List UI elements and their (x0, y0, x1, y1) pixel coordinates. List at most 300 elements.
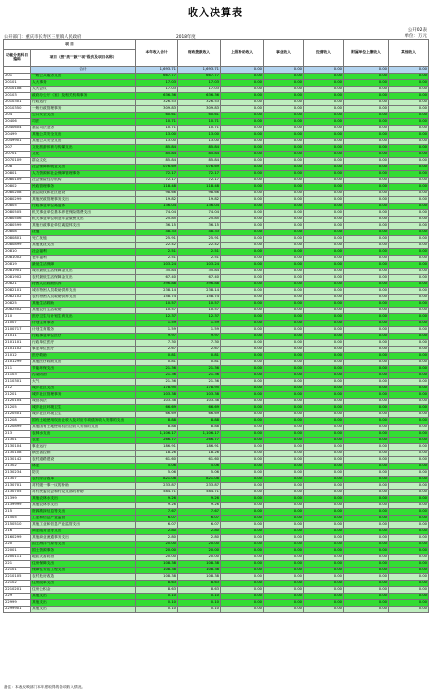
row-value: 2.80 (178, 528, 221, 535)
row-value: 158.74 (136, 294, 178, 301)
row-value: 0.00 (344, 431, 389, 438)
row-value: 0.00 (304, 93, 344, 100)
row-value: 0.00 (344, 112, 389, 119)
row-value: 0.00 (344, 353, 389, 360)
row-code: 20805 (4, 203, 31, 210)
row-name: 其他医疗救助支出 (31, 359, 136, 366)
row-value: 0.00 (264, 398, 304, 405)
col-header-operating: 经营收入 (304, 40, 344, 67)
row-value: 0.00 (344, 457, 389, 464)
row-value: 0.00 (304, 249, 344, 256)
row-value: 0.00 (221, 476, 264, 483)
row-value: 0.00 (264, 483, 304, 490)
row-name: 一般行政管理事务 (31, 106, 136, 113)
row-value: 0.00 (344, 86, 389, 93)
row-value: 60.61 (178, 112, 221, 119)
row-name: 基层政权和社区建设 (31, 190, 136, 197)
row-value: 7.30 (178, 340, 221, 347)
row-value: 0.00 (304, 509, 344, 516)
row-name: 大气 (31, 379, 136, 386)
row-value: 0.00 (264, 281, 304, 288)
row-value: 0.00 (221, 288, 264, 295)
row-value: 0.00 (344, 268, 389, 275)
row-value: 0.00 (304, 151, 344, 158)
row-value: 0.00 (389, 145, 429, 152)
row-value: 0.00 (389, 580, 429, 587)
row-value: 0.00 (221, 340, 264, 347)
row-value: 0.00 (304, 255, 344, 262)
row-value: 25.85 (136, 216, 178, 223)
row-value: 0.00 (389, 93, 429, 100)
row-value: 0.00 (389, 190, 429, 197)
row-value: 13.00 (178, 132, 221, 139)
row-name: 节能环保支出 (31, 366, 136, 373)
row-value: 0.00 (264, 216, 304, 223)
row-value: 0.00 (221, 67, 264, 74)
row-value: 1.59 (178, 320, 221, 327)
row-value: 0.00 (304, 554, 344, 561)
row-value: 108.38 (178, 567, 221, 574)
row-value: 0.00 (304, 119, 344, 126)
row-value: 0.00 (221, 106, 264, 113)
row-value: 0.00 (344, 327, 389, 334)
row-value: 0.00 (389, 151, 429, 158)
row-name: 其他商业流通事务支出 (31, 535, 136, 542)
row-name: 文化 (31, 151, 136, 158)
row-value: 1,693.71 (178, 67, 221, 74)
row-value: 0.00 (389, 236, 429, 243)
row-value: 0.00 (221, 535, 264, 542)
row-value: 103.38 (178, 392, 221, 399)
row-value: 0.00 (344, 158, 389, 165)
row-name: 农村综合改革 (31, 476, 136, 483)
row-value: 0.00 (389, 457, 429, 464)
row-value: 0.00 (304, 288, 344, 295)
row-code: 20802 (4, 184, 31, 191)
row-value: 0.00 (221, 112, 264, 119)
row-value: 0.00 (389, 483, 429, 490)
row-name: 群众文化 (31, 158, 136, 165)
row-code: 2049901 (4, 138, 31, 145)
row-value: 0.00 (389, 353, 429, 360)
row-value: 0.00 (389, 411, 429, 418)
row-value: 0.00 (221, 314, 264, 321)
row-value: 0.00 (344, 67, 389, 74)
row-value: 0.00 (221, 593, 264, 600)
row-value: 0.00 (344, 418, 389, 425)
row-value: 0.00 (304, 346, 344, 353)
col-header-subsidiary: 附属单位上缴收入 (344, 40, 389, 67)
row-name: 农村危房改造 (31, 574, 136, 581)
row-value: 158.74 (178, 294, 221, 301)
row-code: 2082502 (4, 307, 31, 314)
row-name: 其他生活救助 (31, 301, 136, 308)
row-value: 0.00 (304, 392, 344, 399)
row-value: 0.00 (264, 346, 304, 353)
row-value: 0.00 (389, 392, 429, 399)
row-value: 0.00 (344, 346, 389, 353)
row-value: 0.00 (221, 197, 264, 204)
row-value: 0.00 (389, 515, 429, 522)
row-value: 72.17 (178, 171, 221, 178)
row-code: 20821 (4, 281, 31, 288)
row-value: 0.00 (344, 606, 389, 613)
row-code: 201 (4, 73, 31, 80)
row-value: 0.00 (264, 151, 304, 158)
row-value: 0.00 (264, 223, 304, 230)
col-header-total: 本年收入合计 (136, 40, 178, 67)
row-value: 0.00 (389, 294, 429, 301)
row-value: 136.04 (136, 203, 178, 210)
row-name: 基层司法业务 (31, 125, 136, 132)
row-value: 0.00 (304, 359, 344, 366)
col-header-superior: 上级补助收入 (221, 40, 264, 67)
row-value: 0.00 (221, 138, 264, 145)
row-name: 城乡社区支出 (31, 385, 136, 392)
row-value: 0.00 (304, 502, 344, 509)
row-value: 0.00 (264, 125, 304, 132)
row-value: 0.00 (304, 80, 344, 87)
row-value: 0.00 (389, 177, 429, 184)
row-value: 0.00 (344, 385, 389, 392)
row-value: 0.00 (264, 379, 304, 386)
row-name: 事业运行 (31, 444, 136, 451)
row-value: 0.00 (344, 184, 389, 191)
row-value: 0.00 (304, 515, 344, 522)
row-value: 72.17 (136, 171, 178, 178)
row-value: 0.00 (389, 470, 429, 477)
row-value: 0.00 (264, 476, 304, 483)
row-value: 0.00 (389, 346, 429, 353)
code-col-header: 功能分类科目编码 (4, 50, 31, 67)
row-value: 18.26 (136, 450, 178, 457)
row-code: 20406 (4, 119, 31, 126)
row-value: 98.66 (136, 190, 178, 197)
row-value: 22.42 (136, 242, 178, 249)
row-value: 108.38 (136, 574, 178, 581)
row-code: 2101102 (4, 346, 31, 353)
row-value: 0.00 (221, 223, 264, 230)
row-value: 0.00 (304, 327, 344, 334)
row-value: 0.00 (304, 216, 344, 223)
row-value: 0.00 (264, 574, 304, 581)
row-value: 0.00 (344, 574, 389, 581)
row-value: 0.00 (221, 164, 264, 171)
row-value: 0.00 (221, 203, 264, 210)
row-value: 0.00 (344, 405, 389, 412)
row-value: 0.00 (264, 535, 304, 542)
row-value: 0.00 (264, 210, 304, 217)
row-value: 13.00 (136, 132, 178, 139)
row-value: 0.00 (344, 463, 389, 470)
row-value: 396.88 (178, 281, 221, 288)
row-value: 0.00 (344, 275, 389, 282)
row-code: 2210105 (4, 574, 31, 581)
row-value: 0.00 (264, 385, 304, 392)
row-value: 0.00 (389, 379, 429, 386)
row-value: 0.00 (264, 450, 304, 457)
row-name: 其他国有土地使用权出让收入安排的支出 (31, 424, 136, 431)
row-value: 0.00 (389, 320, 429, 327)
row-value: 0.00 (264, 411, 304, 418)
row-value: 0.00 (304, 164, 344, 171)
row-value: 0.00 (389, 216, 429, 223)
org-name: 公开部门：重庆市长寿区三里镇人民政府 (4, 35, 82, 40)
row-value: 326.53 (178, 99, 221, 106)
row-value: 0.00 (264, 242, 304, 249)
row-value: 0.00 (389, 437, 429, 444)
row-code: 22999 (4, 600, 31, 607)
row-value: 0.00 (221, 444, 264, 451)
row-value: 0.00 (344, 93, 389, 100)
row-value: 0.00 (304, 372, 344, 379)
row-value: 0.00 (389, 164, 429, 171)
row-value: 66.69 (136, 411, 178, 418)
row-name: 死亡抚恤 (31, 236, 136, 243)
row-name: 行政事业单位离退休 (31, 203, 136, 210)
row-value: 0.00 (304, 593, 344, 600)
row-code: 211 (4, 366, 31, 373)
row-value: 0.00 (344, 106, 389, 113)
row-value: 0.00 (264, 372, 304, 379)
row-value: 0.00 (389, 275, 429, 282)
row-value: 326.53 (136, 99, 178, 106)
row-value: 0.00 (389, 184, 429, 191)
row-value: 0.10 (178, 600, 221, 607)
row-value: 0.00 (221, 275, 264, 282)
col-header-business: 事业收入 (264, 40, 304, 67)
row-value: 0.00 (304, 301, 344, 308)
row-code: 215 (4, 509, 31, 516)
row-value: 0.10 (178, 593, 221, 600)
row-value: 10.57 (178, 301, 221, 308)
row-value: 0.00 (389, 431, 429, 438)
row-value: 10.71 (136, 125, 178, 132)
row-value: 20.00 (136, 548, 178, 555)
row-value: 309.83 (136, 106, 178, 113)
row-value: 0.00 (304, 145, 344, 152)
row-value: 1.59 (136, 320, 178, 327)
row-value: 1,106.17 (178, 431, 221, 438)
row-value: 0.00 (389, 424, 429, 431)
row-value: 178.95 (178, 385, 221, 392)
row-value: 0.00 (389, 600, 429, 607)
row-value: 0.00 (221, 171, 264, 178)
row-value: 667.77 (178, 73, 221, 80)
row-value: 0.00 (304, 444, 344, 451)
row-value: 667.77 (136, 73, 178, 80)
row-name: 农村最低生活保障金支出 (31, 275, 136, 282)
row-value: 0.00 (344, 288, 389, 295)
row-value: 0.00 (264, 405, 304, 412)
row-code: 21011 (4, 333, 31, 340)
row-name: 社会保险经办机构 (31, 177, 136, 184)
row-value: 0.00 (221, 158, 264, 165)
row-value: 21.36 (178, 379, 221, 386)
row-value: 8.88 (136, 424, 178, 431)
row-value: 0.00 (344, 502, 389, 509)
row-code: 22102 (4, 580, 31, 587)
row-value: 21.36 (178, 366, 221, 373)
row-value: 25.85 (178, 216, 221, 223)
row-value: 0.00 (304, 431, 344, 438)
row-code: 2139999 (4, 502, 31, 509)
row-name: 其他优抚支出 (31, 242, 136, 249)
row-value: 0.00 (344, 411, 389, 418)
row-value: 0.00 (304, 197, 344, 204)
row-value: 0.00 (221, 541, 264, 548)
row-value: 0.00 (389, 359, 429, 366)
row-code: 220 (4, 541, 31, 548)
row-value: 0.00 (304, 450, 344, 457)
row-name: 其他农林水支出 (31, 502, 136, 509)
row-value: 0.00 (221, 385, 264, 392)
row-name: 抚恤 (31, 229, 136, 236)
row-value: 0.00 (264, 262, 304, 269)
row-value: 0.00 (264, 112, 304, 119)
row-code: 2110301 (4, 379, 31, 386)
row-value: 0.00 (344, 294, 389, 301)
row-code: 208 (4, 164, 31, 171)
row-value: 0.00 (304, 483, 344, 490)
row-code: 2082102 (4, 294, 31, 301)
report-year: 2018年度 (176, 35, 196, 40)
row-value: 0.00 (389, 561, 429, 568)
row-value: 0.00 (221, 411, 264, 418)
row-value: 0.00 (344, 554, 389, 561)
row-value: 103.38 (136, 398, 178, 405)
row-value: 0.00 (304, 177, 344, 184)
row-value: 0.00 (304, 600, 344, 607)
row-value: 0.00 (221, 463, 264, 470)
row-value: 0.00 (221, 509, 264, 516)
row-value: 0.00 (221, 457, 264, 464)
row-value: 0.00 (389, 554, 429, 561)
row-name: 防灾 (31, 470, 136, 477)
row-value: 266.77 (136, 437, 178, 444)
row-value: 0.00 (389, 197, 429, 204)
row-value: 0.00 (344, 333, 389, 340)
row-value: 0.00 (344, 483, 389, 490)
row-value: 0.00 (344, 242, 389, 249)
row-name: 医疗救助 (31, 353, 136, 360)
row-value: 0.00 (389, 405, 429, 412)
row-value: 5.06 (178, 463, 221, 470)
row-value: 0.00 (389, 307, 429, 314)
row-name: 合计 (31, 67, 136, 74)
row-value: 0.00 (221, 294, 264, 301)
row-value: 0.00 (304, 236, 344, 243)
row-value: 0.00 (344, 80, 389, 87)
row-value: 0.00 (344, 151, 389, 158)
row-value: 0.00 (304, 210, 344, 217)
row-value: 0.00 (389, 333, 429, 340)
row-value: 0.00 (344, 366, 389, 373)
row-value: 0.00 (389, 119, 429, 126)
row-value: 076.69 (178, 164, 221, 171)
row-value: 0.00 (389, 301, 429, 308)
row-value: 0.00 (389, 203, 429, 210)
row-code: 21201 (4, 392, 31, 399)
row-value: 0.81 (136, 359, 178, 366)
row-value: 20.00 (178, 541, 221, 548)
row-name: 对村级一事一议的补助 (31, 483, 136, 490)
row-value: 19.82 (136, 197, 178, 204)
row-value: 636.36 (136, 93, 178, 100)
row-value: 0.00 (304, 132, 344, 139)
row-value: 0.00 (221, 301, 264, 308)
row-value: 0.00 (264, 236, 304, 243)
row-value: 0.00 (389, 567, 429, 574)
row-value: 0.00 (304, 567, 344, 574)
row-value: 0.00 (389, 541, 429, 548)
row-name: 工业和信息产业监管 (31, 515, 136, 522)
row-value: 1,106.17 (136, 431, 178, 438)
row-value: 2.51 (178, 255, 221, 262)
row-name: 住房公积金 (31, 587, 136, 594)
row-code: 210 (4, 314, 31, 321)
row-value: 0.00 (344, 249, 389, 256)
row-code: 20810 (4, 249, 31, 256)
row-name: 农业 (31, 437, 136, 444)
row-value: 21.36 (136, 372, 178, 379)
row-value: 0.00 (221, 255, 264, 262)
row-name: 政府办公厅（室）及相关机构事务 (31, 93, 136, 100)
row-value: 1,693.71 (136, 67, 178, 74)
row-value: 20.00 (178, 554, 221, 561)
row-value: 20.00 (136, 541, 178, 548)
row-value: 266.77 (178, 437, 221, 444)
row-value: 0.00 (221, 379, 264, 386)
row-value: 186.91 (136, 444, 178, 451)
row-value: 108.38 (178, 561, 221, 568)
row-value: 0.00 (304, 275, 344, 282)
row-value: 36.15 (136, 223, 178, 230)
row-value: 0.10 (178, 606, 221, 613)
row-value: 0.00 (344, 541, 389, 548)
row-value: 103.24 (178, 262, 221, 269)
row-value: 10.71 (178, 125, 221, 132)
row-value: 0.00 (344, 528, 389, 535)
row-value: 7.30 (136, 340, 178, 347)
row-value: 0.00 (221, 483, 264, 490)
row-value: 0.00 (344, 119, 389, 126)
row-value: 0.00 (264, 119, 304, 126)
row-value: 0.00 (221, 333, 264, 340)
row-value: 17.03 (178, 80, 221, 87)
row-code: 20101 (4, 80, 31, 87)
row-value: 85.84 (178, 158, 221, 165)
row-code: 2081902 (4, 275, 31, 282)
row-value: 0.10 (136, 600, 178, 607)
row-value: 0.00 (221, 359, 264, 366)
row-value: 0.00 (264, 502, 304, 509)
row-value: 0.00 (264, 593, 304, 600)
row-value: 0.00 (304, 190, 344, 197)
row-value: 0.00 (264, 145, 304, 152)
row-value: 0.00 (304, 229, 344, 236)
row-value: 48.33 (136, 229, 178, 236)
row-value: 0.00 (221, 242, 264, 249)
row-value: 0.00 (221, 587, 264, 594)
row-value: 0.00 (344, 398, 389, 405)
row-value: 0.00 (304, 606, 344, 613)
row-value: 9.26 (178, 496, 221, 503)
row-value: 0.00 (221, 574, 264, 581)
row-value: 0.00 (344, 548, 389, 555)
row-value: 0.00 (221, 450, 264, 457)
row-value: 0.00 (344, 379, 389, 386)
